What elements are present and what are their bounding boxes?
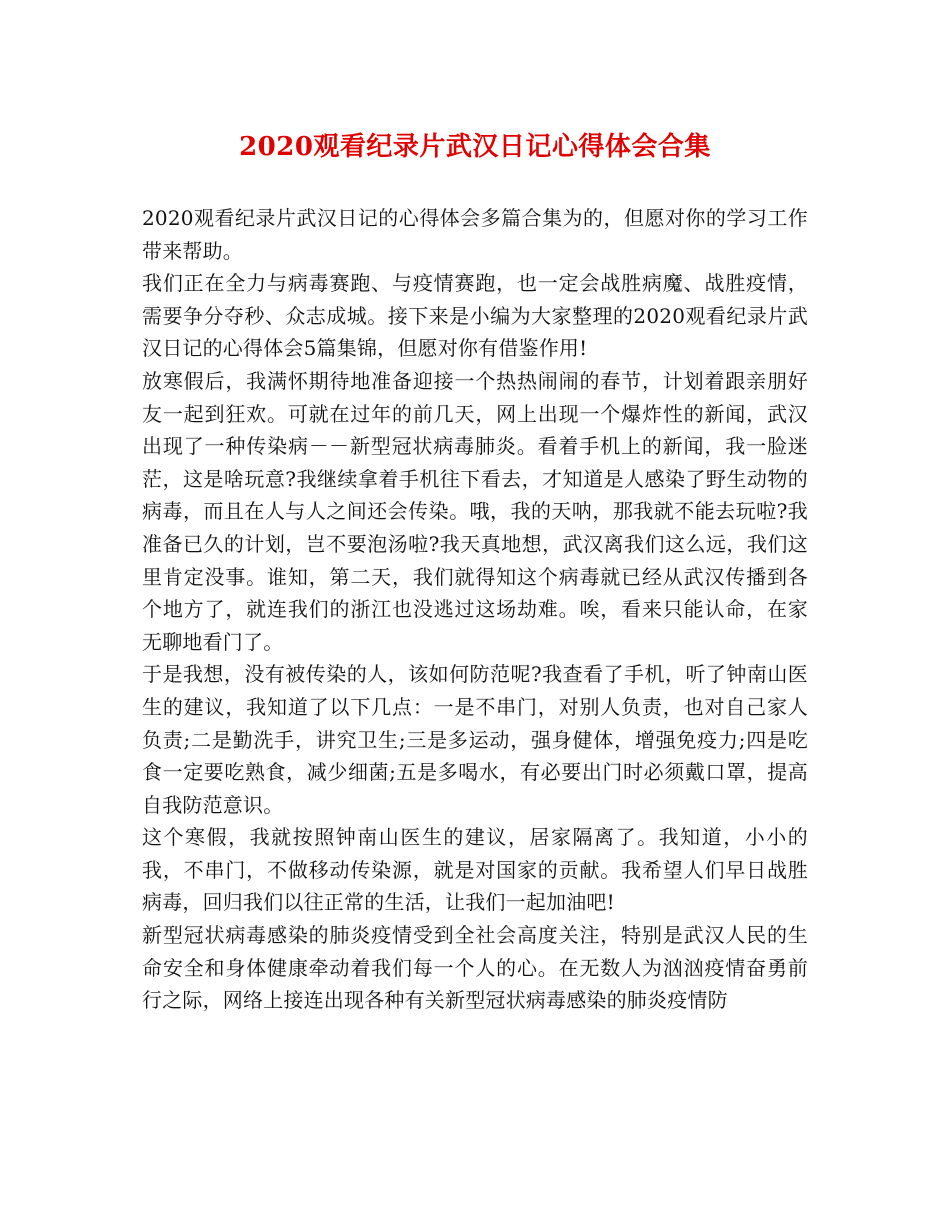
paragraph: 这个寒假，我就按照钟南山医生的建议，居家隔离了。我知道，小小的我，不串门，不做移动传染源，就是对国家的贡献。我希望人们早日战胜病毒，回归我们以往正常的生活，让我们一起加油吧! <box>142 825 808 915</box>
paragraph: 于是我想，没有被传染的人，该如何防范呢?我查看了手机，听了钟南山医生的建议，我知道了以下几点：一是不串门，对别人负责，也对自己家人负责;二是勤洗手，讲究卫生;三是多运动，强身健体，增强免疫力;四是吃食一定要吃熟食，减少细菌;五是多喝水，有必要出门时必须戴口罩，提高自我防范意识。 <box>142 662 808 817</box>
document-body <box>142 202 808 1017</box>
paragraph: 新型冠状病毒感染的肺炎疫情受到全社会高度关注，特别是武汉人民的生命安全和身体健康牵动着我们每一个人的心。在无数人为汹汹疫情奋勇前行之际，网络上接连出现各种有关新型冠状病毒感染的肺炎疫情防 <box>142 923 808 1013</box>
document-title: 2020观看纪录片武汉日记心得体会合集 <box>239 132 711 162</box>
paragraph: 2020观看纪录片武汉日记的心得体会多篇合集为的，但愿对你的学习工作带来帮助。 <box>142 206 808 263</box>
paragraph: 放寒假后，我满怀期待地准备迎接一个热热闹闹的春节，计划着跟亲朋好友一起到狂欢。可就在过年的前几天，网上出现一个爆炸性的新闻，武汉出现了一种传染病－－新型冠状病毒肺炎。看着手机上的新闻，我一脸迷茫，这是啥玩意?我继续拿着手机往下看去，才知道是人感染了野生动物的病毒，而且在人与人之间还会传染。哦，我的天呐，那我就不能去玩啦?我准备已久的计划，岂不要泡汤啦?我天真地想，武汉离我们这么远，我们这里肯定没事。谁知，第二天，我们就得知这个病毒就已经从武汉传播到各个地方了，就连我们的浙江也没逃过这场劫难。唉，看来只能认命，在家无聊地看门了。 <box>142 368 808 654</box>
paragraph: 我们正在全力与病毒赛跑、与疫情赛跑，也一定会战胜病魔、战胜疫情，需要争分夺秒、众志成城。接下来是小编为大家整理的2020观看纪录片武汉日记的心得体会5篇集锦，但愿对你有借鉴作用! <box>142 271 808 361</box>
